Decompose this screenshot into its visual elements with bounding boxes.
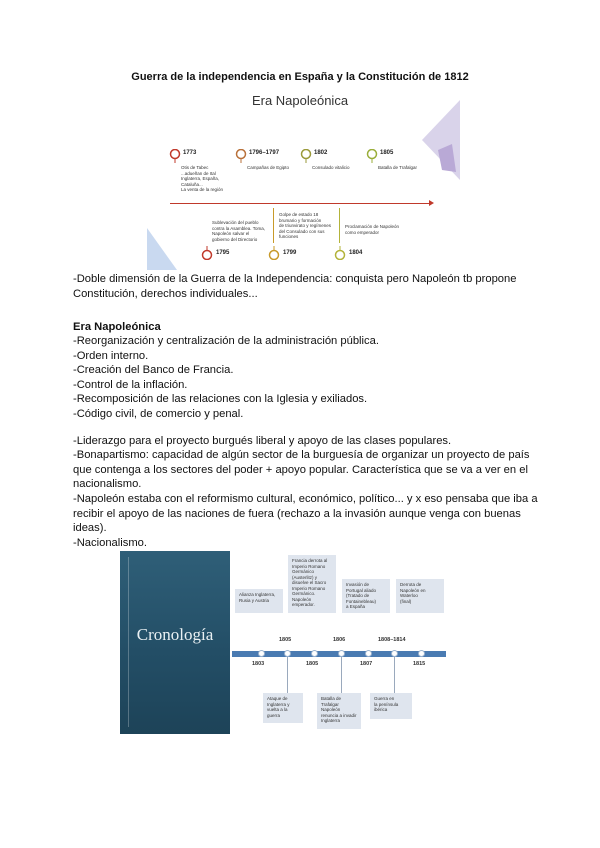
timeline-dot: [311, 650, 318, 657]
event-year: 1773: [183, 150, 197, 156]
timeline-box: Invasión de Portugal aliado (Tratado de Fontainebleau) a España: [342, 579, 390, 613]
list-item: -Reorganización y centralización de la administración pública.: [73, 335, 379, 347]
location-pin-icon: [366, 149, 378, 163]
timeline-year: 1808–1814: [378, 637, 406, 643]
timeline-event-1802: [300, 149, 350, 170]
timeline-stem: [394, 657, 395, 693]
event-year: 1795: [216, 250, 230, 256]
timeline-dot: [284, 650, 291, 657]
timeline-box: Ataque de Inglaterra y vuelta a la guerra: [263, 693, 303, 723]
paragraph-bonapartismo: -Bonapartismo: capacidad de algún sector de la burguesía de organizar un proyecto de país que contenga a los sectores del poder + apoyo popular. Característica que se va a ver en el nacionalismo.: [73, 449, 530, 491]
bullet-list: [73, 334, 543, 422]
timeline-dot: [258, 650, 265, 657]
location-pin-icon: [268, 246, 280, 260]
timeline-box: Francia derrota al Imperio Romano Germánico (Austerlitz) y disuelve el Sacro Imperio Romano Germánico. Napoleón emperador.: [288, 555, 336, 613]
list-item: -Código civil, de comercio y penal.: [73, 407, 244, 420]
document-title: Guerra de la independencia en España y la Constitución de 1812: [131, 71, 469, 83]
timeline-dot: [365, 650, 372, 657]
event-year: 1805: [380, 150, 394, 156]
event-text: Proclamación de Napoleón como emperador: [345, 224, 400, 235]
timeline-figure: [140, 90, 460, 270]
timeline-year: 1805: [279, 637, 292, 643]
event-year: 1802: [314, 150, 328, 156]
event-stem: [273, 208, 274, 243]
timeline-box: Alianza Inglaterra, Rusia y Austria: [235, 589, 283, 613]
timeline-year: 1803: [252, 661, 265, 667]
list-item: -Control de la inflación.: [73, 378, 188, 391]
timeline-dot: [418, 650, 425, 657]
timeline-dot: [338, 650, 345, 657]
cronologia-cover: [120, 551, 230, 734]
location-pin-icon: [169, 149, 181, 163]
timeline-year: 1815: [413, 661, 426, 667]
paragraph-nacionalismo: -Nacionalismo.: [73, 537, 147, 549]
timeline-heading: Era Napoleónica: [251, 93, 349, 108]
event-year: 1796–1797: [249, 150, 280, 156]
section-title: Era Napoleónica: [73, 321, 161, 333]
paragraph-reformismo: -Napoleón estaba con el reformismo cultural, económico, político... y x eso pensaba que iba a recibir el apoyo de las naciones de fuera (rechazo a la invasión aunque venga con buenas ideas).: [73, 493, 538, 535]
timeline-axis: [170, 203, 432, 204]
timeline-event-1773: [169, 149, 224, 192]
timeline-dot: [391, 650, 398, 657]
list-item: -Orden interno.: [73, 349, 149, 362]
location-pin-icon: [201, 246, 213, 260]
event-text: Sublevación del pueblo contra la Asamblea. Toma, Napoleón salvar el gobierno del Directorio: [212, 220, 265, 242]
timeline-event-1805: [366, 149, 418, 170]
timeline-box: Guerra en la península ibérica: [370, 693, 412, 719]
timeline-arrow-icon: [429, 200, 434, 206]
timeline-year: 1805: [306, 661, 319, 667]
list-item: -Recomposición de las relaciones con la Iglesia y exiliados.: [73, 393, 368, 406]
event-text: Batalla de Trafalgar: [378, 165, 418, 170]
cover-title: Cronología: [136, 625, 214, 644]
list-item: -Creación del Banco de Francia.: [73, 364, 234, 377]
event-year: 1799: [283, 250, 297, 256]
event-stem: [339, 208, 340, 243]
decorative-triangles: [410, 100, 460, 190]
timeline-stem: [341, 657, 342, 693]
timeline-year: 1806: [333, 637, 346, 643]
decorative-corner-triangle: [147, 228, 177, 270]
event-text: Consulado vitalicio: [312, 165, 350, 170]
intro-paragraph: -Doble dimensión de la Guerra de la Independencia: conquista pero Napoleón tb propone Constitución, derechos individuales...: [73, 273, 517, 300]
event-year: 1804: [349, 250, 363, 256]
timeline-box: Derrota de Napoleón en Waterloo (final): [396, 579, 444, 613]
event-text: Otis de Tabec ...adueñan de Ital Inglaterra, España, Cataluña... La venta de la región: [181, 165, 224, 192]
timeline-stem: [287, 657, 288, 693]
timeline-year: 1807: [360, 661, 373, 667]
event-text: Golpe de estado 18 brumario y formación de triunvirato y regímenes del Consulado con sus funciones: [279, 212, 332, 239]
paragraph-liderazgo: -Liderazgo para el proyecto burgués liberal y apoyo de las clases populares.: [73, 435, 452, 447]
location-pin-icon: [235, 149, 247, 163]
location-pin-icon: [334, 246, 346, 260]
timeline-event-1796: [235, 149, 290, 170]
timeline-box: Batalla de Trafalgar Napoleón renuncia a invadir Inglaterra: [317, 693, 361, 729]
location-pin-icon: [300, 149, 312, 163]
event-text: Campañas de Egipto: [247, 165, 290, 170]
